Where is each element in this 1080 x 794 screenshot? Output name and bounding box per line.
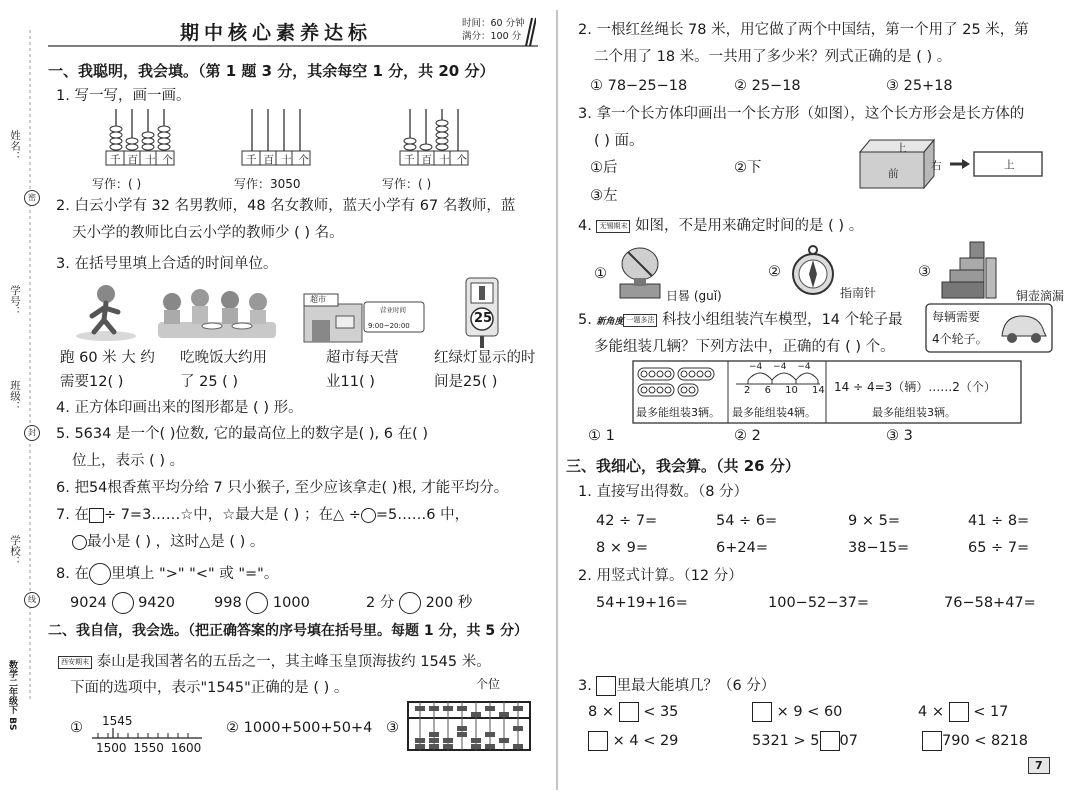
title-underline <box>48 44 538 50</box>
option-3-marker[interactable]: ③ <box>386 720 399 736</box>
seal-mark: 密 <box>24 190 40 206</box>
mc-5-option-3[interactable]: ③ 3 <box>886 428 913 444</box>
mc-3-option-1[interactable]: ①后 <box>590 160 618 176</box>
section-2-heading: 二、我自信，我会选。（把正确答案的序号填在括号里。每题 1 分，共 5 分） <box>48 623 528 639</box>
source-tag: 西安期末 <box>58 656 92 669</box>
full-score: 满分：100 分 <box>462 31 522 42</box>
calc-1-4[interactable]: 41 ÷ 8= <box>968 513 1030 529</box>
mc-question-4[interactable]: 4. 无锡期末 如图，不是用来确定时间的是 ( ) 。 <box>578 218 864 234</box>
sundial-image <box>614 240 664 302</box>
abacus-2-value: 写作：3050 <box>234 177 301 191</box>
inequality-3[interactable]: 4 × < 17 <box>918 704 1009 720</box>
mc-2-option-2[interactable]: ② 25−18 <box>734 78 801 94</box>
calc-2-3[interactable]: 38−15= <box>848 540 910 556</box>
question-2-line1: 2. 白云小学有 32 名男教师，48 名女教师，蓝天小学有 67 名教师，蓝 <box>56 198 516 214</box>
compare-circle <box>89 563 111 585</box>
mc-4-option-2[interactable]: ② <box>768 264 781 280</box>
mc-question-2-line2[interactable]: 二个用了 18 米。一共用了多少米？列式正确的是 ( ) 。 <box>594 49 952 65</box>
q3-caption-3b[interactable]: 业11( ) <box>326 374 375 390</box>
method-1-caption: 最多能组装3辆。 <box>636 406 720 419</box>
answer-box[interactable] <box>949 702 969 722</box>
compare-2[interactable]: 998 1000 <box>214 592 310 614</box>
cuboid-right-label: 右 <box>931 160 942 172</box>
mc-5-option-1[interactable]: ① 1 <box>588 428 615 444</box>
compass-label: 指南针 <box>840 286 877 300</box>
student-number-label: 学号： <box>9 285 21 317</box>
mc-3-option-2[interactable]: ②下 <box>734 160 762 176</box>
blank-square <box>596 676 616 696</box>
class-label: 班级： <box>9 380 21 412</box>
name-label: 姓名： <box>9 130 21 162</box>
compare-3[interactable]: 2 分 200 秒 <box>366 592 472 614</box>
seal-mark: 封 <box>24 425 40 441</box>
q3-caption-2b[interactable]: 了 25 ( ) <box>180 374 239 390</box>
inequality-4[interactable]: × 4 < 29 <box>588 731 678 751</box>
mc-question-2-line1: 2. 一根红丝绳长 78 米，用它做了两个中国结，第一个用了 25 米，第 <box>578 22 1029 38</box>
water-clock-image <box>940 240 1000 302</box>
calc-1-3[interactable]: 9 × 5= <box>848 513 900 529</box>
mc-question-3-line2[interactable]: ( ) 面。 <box>594 133 644 149</box>
question-5-line2[interactable]: 位上，表示 ( ) 。 <box>72 453 185 469</box>
number-line-marker: 1545 <box>102 714 133 728</box>
calc-1-2[interactable]: 54 ÷ 6= <box>716 513 778 529</box>
question-8: 8. 在 里填上 ">" "<" 或 "="。 <box>56 563 278 585</box>
compare-circle-2[interactable] <box>246 592 268 614</box>
answer-box[interactable] <box>752 702 772 722</box>
running-boy-image <box>70 282 140 342</box>
method-2-numbers: 2 6 10 14 <box>744 385 825 396</box>
calc-question-2: 2. 用竖式计算。（12 分） <box>578 568 743 584</box>
option-1-marker[interactable]: ① <box>70 720 83 736</box>
method-2-jumps: −4 −4 −4 <box>749 362 811 372</box>
exam-time: 时间：60 分钟 <box>462 18 525 29</box>
inequality-2[interactable]: × 9 < 60 <box>752 702 842 722</box>
answer-box[interactable] <box>588 731 608 751</box>
question-7-line2[interactable]: 最小是 ( ) ，这时△是 ( ) 。 <box>72 532 264 552</box>
mc-question-5-line2[interactable]: 多能组装几辆？下列方法中，正确的有 ( ) 个。 <box>594 339 895 355</box>
mc-question-5-line1: 5. 新角度 一题多法 科技小组组装汽车模型，14 个轮子最 <box>578 312 903 328</box>
cuboid-top-label: 上 <box>896 142 907 154</box>
car-note-line1: 每辆需要 <box>932 310 981 324</box>
question-3: 3. 在括号里填上合适的时间单位。 <box>56 256 278 272</box>
calc-question-1: 1. 直接写出得数。（8 分） <box>578 484 749 500</box>
abacus-2-labels: 千百十个 <box>246 154 316 166</box>
source-tag: 无锡期末 <box>596 220 630 233</box>
method-3-caption: 最多能组装3辆。 <box>872 406 956 419</box>
method-2-caption: 最多能组装4辆。 <box>732 406 816 419</box>
section-3-heading: 三、我细心，我会算。（共 26 分） <box>566 457 800 475</box>
sundial-label: 日晷 (guǐ) <box>666 289 722 303</box>
q3-caption-4b[interactable]: 间是25( ) <box>434 374 498 390</box>
calc-question-3: 3. 里最大能填几？（6 分） <box>578 678 776 694</box>
calc-2-1[interactable]: 8 × 9= <box>596 540 648 556</box>
compare-1[interactable]: 9024 9420 <box>70 592 175 614</box>
question-5-line1[interactable]: 5. 5634 是一个( )位数, 它的最高位上的数字是( ), 6 在( ) <box>56 426 428 442</box>
cuboid-front-label: 前 <box>888 168 899 180</box>
mc-2-option-3[interactable]: ③ 25+18 <box>886 78 953 94</box>
calc-2-2[interactable]: 6+24= <box>716 540 768 556</box>
shop-hours-title: 营业时间 <box>380 306 406 314</box>
question-1: 1. 写一写，画一画。 <box>56 88 191 104</box>
abacus-3-answer[interactable]: 写作：( ) <box>382 177 432 191</box>
answer-box[interactable] <box>922 731 942 751</box>
q3-caption-1a: 跑 60 米 大 约 <box>60 350 155 366</box>
abacus-1-labels: 千百十个 <box>110 154 180 166</box>
inequality-5[interactable]: 5321 > 5 07 <box>752 733 858 749</box>
shop-hours: 9:00~20:00 <box>368 322 410 330</box>
option-2[interactable]: ② 1000+500+50+4 <box>226 720 373 736</box>
compass-image <box>790 244 836 298</box>
family-dinner-image <box>152 284 282 344</box>
method-3-formula: 14 ÷ 4=3（辆）……2（个） <box>834 380 996 394</box>
vertical-calc-1[interactable]: 54+19+16= <box>596 595 688 611</box>
question-7-line1: 7. 在 ÷ 7=3……☆中，☆最大是 ( ) ；在△ ÷ =5……6 中， <box>56 507 470 523</box>
mc-question-1-line2[interactable]: 下面的选项中，表示"1545"正确的是 ( ) 。 <box>70 680 349 696</box>
q3-caption-4a: 红绿灯显示的时 <box>434 350 536 366</box>
mc-question-1-line1: 西安期末 泰山是我国著名的五岳之一，其主峰玉皇顶海拔约 1545 米。 <box>58 652 491 672</box>
blank-circle <box>361 508 376 523</box>
number-line-ticks: 1500 1550 1600 <box>96 741 202 755</box>
blank-circle <box>72 535 87 550</box>
water-clock-label: 铜壶滴漏 <box>1016 289 1065 303</box>
mc-2-option-1[interactable]: ① 78−25−18 <box>590 78 688 94</box>
brand-label: 数学二年级下 BS <box>7 660 17 731</box>
cuboid-print-image <box>858 138 1048 192</box>
q3-caption-2a: 吃晚饭大约用 <box>180 350 267 366</box>
question-4[interactable]: 4. 正方体印画出来的图形都是 ( ) 形。 <box>56 400 303 416</box>
school-label: 学校： <box>9 535 21 567</box>
inequality-1[interactable]: 8 × < 35 <box>588 704 679 720</box>
traffic-light-number: 25 <box>474 311 493 326</box>
mc-4-option-3[interactable]: ③ <box>918 264 931 280</box>
vertical-calc-3[interactable]: 76−58+47= <box>944 595 1036 611</box>
mc-4-option-1[interactable]: ① <box>594 266 607 282</box>
page-number: 7 <box>1028 757 1050 774</box>
abacus-frame-image <box>406 700 532 752</box>
column-divider <box>555 10 559 790</box>
abacus-1-answer[interactable]: 写作：( ) <box>92 177 142 191</box>
calc-1-1[interactable]: 42 ÷ 7= <box>596 513 658 529</box>
abacus-3-labels: 千百十个 <box>404 154 474 166</box>
answer-box[interactable] <box>619 702 639 722</box>
blank-square <box>89 508 104 523</box>
header-slashes <box>522 16 536 48</box>
calc-2-4[interactable]: 65 ÷ 7= <box>968 540 1030 556</box>
car-note-line2: 4个轮子。 <box>932 332 988 346</box>
inequality-6[interactable]: 790 < 8218 <box>922 731 1028 751</box>
q3-caption-1b[interactable]: 需要12( ) <box>60 374 124 390</box>
seal-mark: 线 <box>24 592 40 608</box>
mc-5-option-2[interactable]: ② 2 <box>734 428 761 444</box>
printed-rect-label: 上 <box>1004 159 1015 171</box>
compare-circle-1[interactable] <box>112 592 134 614</box>
mc-3-option-3[interactable]: ③左 <box>590 188 618 204</box>
section-1-heading: 一、我聪明，我会填。（第 1 题 3 分，其余每空 1 分，共 20 分） <box>48 62 495 80</box>
page-title: 期中核心素养达标 <box>180 22 373 44</box>
question-2-line2[interactable]: 天小学的教师比白云小学的教师少 ( ) 名。 <box>72 225 344 241</box>
answer-box[interactable] <box>820 731 840 751</box>
vertical-calc-2[interactable]: 100−52−37= <box>768 595 870 611</box>
question-6[interactable]: 6. 把54根香蕉平均分给 7 只小猴子, 至少应该拿走( )根, 才能平均分。 <box>56 480 509 496</box>
q3-caption-3a: 超市每天营 <box>326 350 399 366</box>
compare-circle-3[interactable] <box>399 592 421 614</box>
supermarket-sign: 超市 <box>310 295 326 304</box>
ones-place-label: 个位 <box>476 677 501 691</box>
mc-question-3-line1: 3. 拿一个长方体印画出一个长方形（如图），这个长方形会是长方体的 <box>578 106 1025 122</box>
